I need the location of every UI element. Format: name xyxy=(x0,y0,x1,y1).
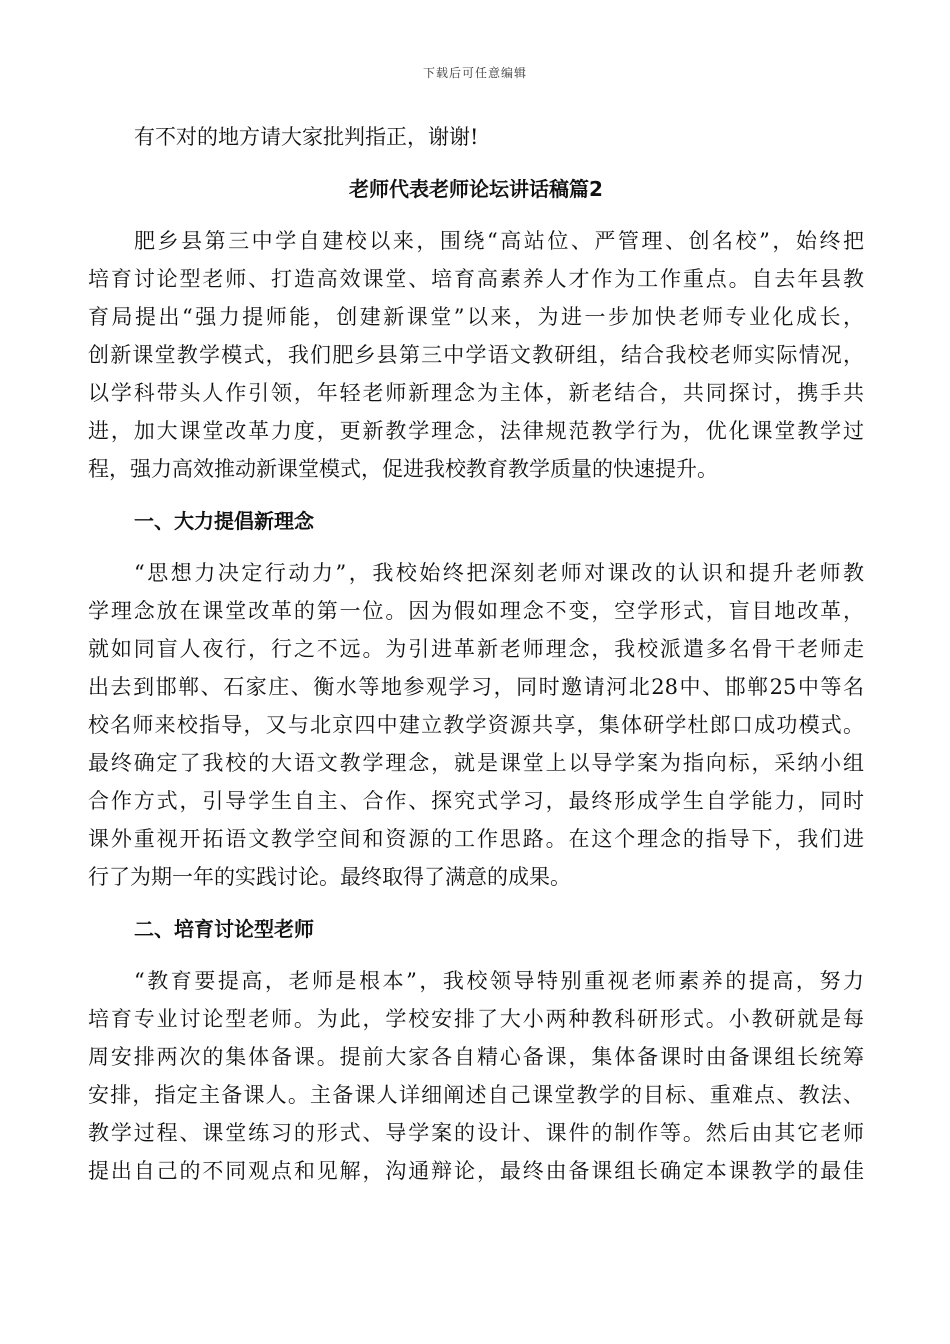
paragraph-line: 校名师来校指导，又与北京四中建立教学资源共享，集体研学杜郎口成功模式。 xyxy=(88,713,864,737)
section-2-paragraph xyxy=(88,962,864,1190)
paragraph-line: 合作方式，引导学生自主、合作、探究式学习，最终形成学生自学能力，同时 xyxy=(88,789,864,813)
section-1-paragraph xyxy=(88,554,864,896)
paragraph-line: 培育专业讨论型老师。为此，学校安排了大小两种教科研形式。小教研就是每 xyxy=(88,1007,864,1031)
spacer xyxy=(88,208,864,222)
paragraph-line: 学理念放在课堂改革的第一位。因为假如理念不变，空学形式，盲目地改革， xyxy=(88,599,864,623)
spacer xyxy=(88,488,864,502)
spacer xyxy=(88,156,864,170)
paragraph-line: 进，加大课堂改革力度，更新教学理念，法律规范教学行为，优化课堂教学过 xyxy=(88,419,864,443)
paragraph-line: 就如同盲人夜行，行之不远。为引进革新老师理念，我校派遣多名骨干老师走 xyxy=(88,637,864,661)
paragraph-line: 周安排两次的集体备课。提前大家各自精心备课，集体备课时由备课组长统筹 xyxy=(88,1045,864,1069)
paragraph-line: 提出自己的不同观点和见解，沟通辩论，最终由备课组长确定本课教学的最佳 xyxy=(88,1159,864,1183)
paragraph-line: 育局提出“强力提师能，创建新课堂”以来，为进一步加快老师专业化成长， xyxy=(88,305,864,329)
paragraph-line: 课外重视开拓语文教学空间和资源的工作思路。在这个理念的指导下，我们进 xyxy=(88,827,864,851)
section-heading-1: 一、大力提倡新理念 xyxy=(134,509,314,533)
paragraph-line: “思想力决定行动力”，我校始终把深刻老师对课改的认识和提升老师教 xyxy=(134,561,864,585)
paragraph-line: 创新课堂教学模式，我们肥乡县第三中学语文教研组，结合我校老师实际情况， xyxy=(88,343,864,367)
paragraph-line: 出去到邯郸、石家庄、衡水等地参观学习，同时邀请河北28中、邯郸25中等名 xyxy=(88,675,864,699)
paragraph-line: “教育要提高，老师是根本”，我校领导特别重视老师素养的提高，努力 xyxy=(134,969,864,993)
intro-paragraph xyxy=(88,222,864,488)
page-header: 下载后可任意编辑 xyxy=(422,66,527,80)
spacer xyxy=(88,948,864,962)
spacer xyxy=(88,540,864,554)
paragraph-line: 以学科带头人作引领，年轻老师新理念为主体，新老结合，共同探讨，携手共 xyxy=(88,381,864,405)
paragraph-line: 程，强力高效推动新课堂模式，促进我校教育教学质量的快速提升。 xyxy=(88,457,718,481)
spacer xyxy=(88,896,864,910)
document-body xyxy=(88,118,864,1190)
section-heading-2: 二、培育讨论型老师 xyxy=(134,917,314,941)
closing-line: 有不对的地方请大家批判指正，谢谢! xyxy=(134,125,479,149)
paragraph-line: 最终确定了我校的大语文教学理念，就是课堂上以导学案为指向标，采纳小组 xyxy=(88,751,864,775)
paragraph-line: 教学过程、课堂练习的形式、导学案的设计、课件的制作等。然后由其它老师 xyxy=(88,1121,864,1145)
paragraph-line: 培育讨论型老师、打造高效课堂、培育高素养人才作为工作重点。自去年县教 xyxy=(88,267,864,291)
paragraph-line: 行了为期一年的实践讨论。最终取得了满意的成果。 xyxy=(88,865,571,889)
paragraph-line: 安排，指定主备课人。主备课人详细阐述自己课堂教学的目标、重难点、教法、 xyxy=(88,1083,864,1107)
document-title: 老师代表老师论坛讲话稿篇2 xyxy=(349,177,603,201)
paragraph-line: 肥乡县第三中学自建校以来，围绕“高站位、严管理、创名校”，始终把 xyxy=(134,229,864,253)
